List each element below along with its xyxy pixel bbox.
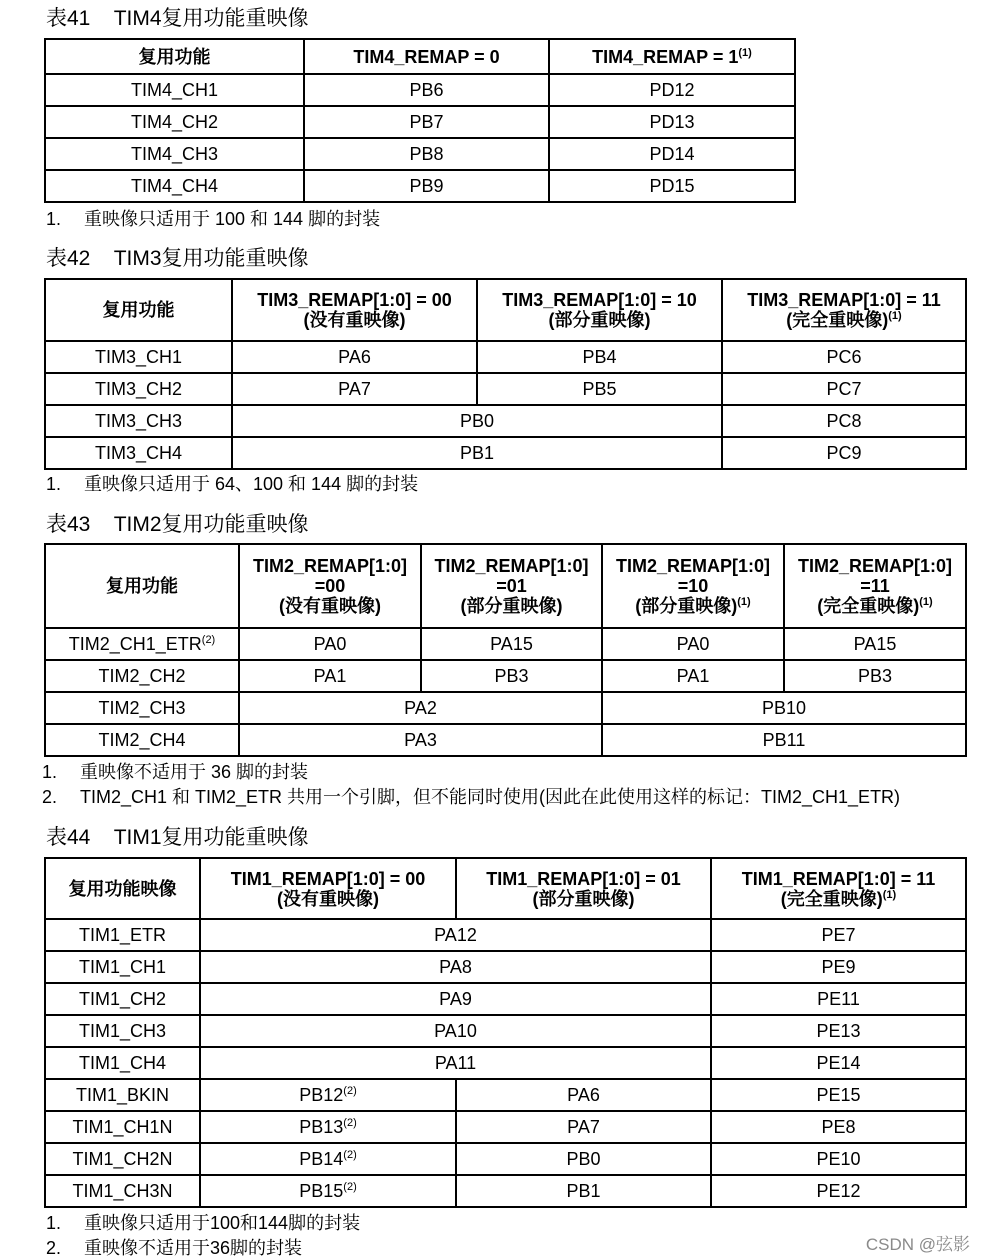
table-cell — [722, 437, 966, 469]
table-cell — [304, 74, 549, 106]
cell-text: PA8 — [439, 957, 472, 977]
table-row — [45, 1015, 966, 1047]
cell-text: TIM3_REMAP[1:0] = 00 — [257, 290, 452, 310]
table-title: 表41 TIM4复用功能重映像 — [46, 7, 309, 30]
cell-text: PB4 — [582, 347, 617, 367]
footnote-number: 1. — [46, 474, 62, 494]
table-row — [45, 341, 966, 373]
watermark: CSDN @弦影 — [865, 1235, 970, 1254]
table-cell — [200, 1143, 456, 1175]
cell-text: TIM4_CH3 — [130, 144, 219, 164]
table-row — [45, 373, 966, 405]
table-cell — [45, 724, 239, 756]
footnote-ref: (2) — [201, 634, 216, 646]
cell-text: PE8 — [821, 1117, 856, 1137]
table-cell — [239, 692, 602, 724]
cell-text: =01 — [496, 576, 527, 596]
cell-text: PB14 — [299, 1149, 344, 1169]
column-header — [304, 39, 549, 74]
footnote-number: 1. — [46, 209, 62, 229]
table-row — [45, 919, 966, 951]
table-cell — [45, 1143, 200, 1175]
table-cell — [45, 437, 232, 469]
cell-line — [46, 300, 231, 320]
cell-text: TIM3_CH1 — [94, 347, 183, 367]
table-row — [45, 1111, 966, 1143]
table-cell — [784, 628, 966, 660]
cell-text: PB13 — [299, 1117, 344, 1137]
column-header — [477, 279, 722, 341]
cell-line — [240, 596, 420, 616]
header-row — [45, 39, 795, 74]
cell-text: PC7 — [826, 379, 862, 399]
cell-text: =00 — [314, 576, 346, 596]
table-cell — [45, 692, 239, 724]
table-cell — [45, 919, 200, 951]
cell-line — [712, 869, 965, 889]
cell-text: (完全重映像) — [817, 596, 920, 616]
table-cell — [711, 983, 966, 1015]
cell-text: PB10 — [761, 698, 807, 718]
table-cell — [45, 983, 200, 1015]
cell-text: PA11 — [434, 1053, 477, 1073]
cell-text: PA6 — [338, 347, 371, 367]
cell-text: (没有重映像) — [303, 310, 406, 330]
cell-line — [46, 47, 303, 67]
table-cell — [45, 138, 304, 170]
cell-text: TIM1_CH4 — [78, 1053, 167, 1073]
table-cell — [602, 628, 784, 660]
footnote-ref: (1) — [737, 596, 751, 608]
table-cell — [711, 1079, 966, 1111]
table-cell — [45, 74, 304, 106]
cell-text: PE15 — [816, 1085, 861, 1105]
cell-line — [457, 889, 710, 909]
cell-text: (部分重映像) — [532, 888, 635, 909]
cell-text: PB3 — [857, 666, 893, 686]
cell-text: TIM1_CH3 — [78, 1021, 167, 1041]
table-row — [45, 106, 795, 138]
table-cell — [711, 919, 966, 951]
cell-text: PC6 — [826, 347, 862, 367]
cell-text: PA0 — [313, 634, 347, 654]
cell-text: PE9 — [821, 957, 856, 977]
table-cell — [711, 1047, 966, 1079]
cell-text: PA0 — [676, 634, 710, 654]
cell-line — [603, 556, 783, 576]
footnote-text: 重映像只适用于 64、100 和 144 脚的封装 — [84, 474, 419, 494]
footnote-text: 重映像只适用于100和144脚的封装 — [84, 1213, 361, 1233]
cell-text: PD14 — [649, 144, 695, 164]
table-cell — [722, 405, 966, 437]
cell-text: PA1 — [676, 666, 710, 686]
table-cell — [45, 1079, 200, 1111]
table-cell — [456, 1111, 711, 1143]
cell-text: PB9 — [409, 176, 444, 196]
footnote-ref: (2) — [343, 1085, 357, 1097]
cell-text: (部分重映像) — [548, 310, 651, 330]
footnote-number: 1. — [46, 1213, 62, 1233]
cell-line — [46, 576, 238, 596]
cell-text: PE10 — [816, 1149, 861, 1169]
cell-text: TIM2_REMAP[1:0] — [434, 556, 589, 576]
table-cell — [711, 1175, 966, 1207]
column-header — [421, 544, 602, 628]
cell-line — [723, 310, 965, 330]
table-cell — [45, 341, 232, 373]
table-cell — [45, 106, 304, 138]
column-header — [784, 544, 966, 628]
cell-text: PB8 — [409, 144, 444, 164]
cell-text: PB12 — [299, 1085, 344, 1105]
table-cell — [232, 405, 722, 437]
cell-text: PA1 — [313, 666, 347, 686]
table-cell — [711, 1143, 966, 1175]
table-cell — [45, 951, 200, 983]
table-cell — [304, 138, 549, 170]
footnote-ref: (1) — [888, 310, 902, 322]
cell-text: PA3 — [404, 730, 437, 750]
cell-line — [712, 889, 965, 909]
cell-text: PA7 — [567, 1117, 600, 1137]
table-row — [45, 1047, 966, 1079]
table-cell — [200, 1047, 711, 1079]
table-cell — [784, 660, 966, 692]
cell-text: PE13 — [816, 1021, 861, 1041]
table-cell — [711, 1111, 966, 1143]
cell-text: (完全重映像) — [786, 310, 889, 330]
cell-text: TIM4_CH1 — [130, 80, 219, 100]
table-cell — [239, 660, 421, 692]
footnote-ref: (2) — [343, 1117, 357, 1129]
cell-text: (没有重映像) — [279, 596, 381, 616]
cell-text: PE14 — [816, 1053, 861, 1073]
footnote — [46, 1234, 302, 1260]
cell-text: (部分重映像) — [460, 596, 563, 616]
cell-line — [305, 47, 548, 67]
table-cell — [45, 170, 304, 202]
footnote-text: 重映像不适用于36脚的封装 — [84, 1238, 303, 1258]
header-row — [45, 544, 966, 628]
cell-text: TIM2_CH1_ETR — [68, 634, 202, 654]
cell-text: PD13 — [649, 112, 695, 132]
cell-text: PA6 — [567, 1085, 600, 1105]
cell-text: TIM1_BKIN — [75, 1085, 170, 1105]
cell-text: TIM1_CH2N — [72, 1149, 173, 1169]
table-cell — [200, 951, 711, 983]
column-header — [45, 279, 232, 341]
cell-text: PA7 — [338, 379, 371, 399]
column-header — [711, 858, 966, 919]
cell-text: =10 — [677, 576, 709, 596]
table-cell — [45, 405, 232, 437]
cell-line — [422, 576, 601, 596]
table-title: 表44 TIM1复用功能重映像 — [46, 826, 309, 849]
cell-line — [201, 869, 455, 889]
cell-text: TIM1_REMAP[1:0] = 01 — [486, 868, 681, 889]
cell-text: PB0 — [459, 411, 495, 431]
cell-text: PE7 — [821, 925, 856, 945]
cell-text: PC9 — [826, 443, 862, 463]
table-cell — [477, 373, 722, 405]
cell-text: PB1 — [566, 1181, 601, 1201]
cell-text: TIM2_REMAP[1:0] — [252, 556, 408, 576]
cell-text: PA9 — [439, 989, 472, 1009]
cell-line — [457, 869, 710, 889]
column-header — [239, 544, 421, 628]
cell-text: TIM3_REMAP[1:0] = 11 — [747, 290, 941, 310]
cell-text: TIM4_REMAP = 1 — [592, 46, 739, 67]
cell-line — [785, 596, 965, 616]
column-header — [549, 39, 795, 74]
cell-line — [603, 596, 783, 616]
table-row — [45, 1175, 966, 1207]
footnote-ref: (1) — [738, 46, 752, 59]
table-row — [45, 405, 966, 437]
cell-line — [233, 310, 476, 330]
cell-text: PA12 — [434, 925, 477, 945]
footnote-text: 重映像不适用于 36 脚的封装 — [80, 762, 309, 782]
cell-text: TIM1_REMAP[1:0] = 11 — [741, 868, 936, 889]
cell-line — [240, 576, 420, 596]
cell-text: TIM3_CH4 — [94, 443, 183, 463]
table-cell — [304, 170, 549, 202]
cell-text: (部分重映像) — [635, 596, 738, 616]
cell-text: TIM1_ETR — [78, 925, 166, 945]
footnote-ref: (2) — [343, 1181, 357, 1193]
cell-text: TIM2_CH2 — [98, 666, 186, 686]
table-cell — [421, 628, 602, 660]
cell-text: PE11 — [817, 989, 860, 1009]
cell-text: TIM1_CH1 — [78, 957, 167, 977]
table-cell — [722, 373, 966, 405]
table-cell — [602, 660, 784, 692]
table-cell — [549, 138, 795, 170]
table-cell — [549, 106, 795, 138]
table-row — [45, 724, 966, 756]
cell-text: PA10 — [434, 1021, 477, 1041]
table-row — [45, 170, 795, 202]
table-cell — [232, 437, 722, 469]
cell-line — [46, 879, 199, 899]
cell-line — [723, 290, 965, 310]
footnote-number: 2. — [46, 1238, 62, 1258]
cell-line — [233, 290, 476, 310]
cell-text: (没有重映像) — [277, 888, 379, 909]
footnote-number: 1. — [42, 762, 58, 782]
table-cell — [549, 170, 795, 202]
table-row — [45, 138, 795, 170]
cell-text: 复用功能 — [138, 46, 211, 67]
cell-line — [478, 310, 721, 330]
footnote-ref: (1) — [882, 888, 897, 901]
footnote-ref: (1) — [919, 596, 933, 608]
table-row — [45, 951, 966, 983]
table-cell — [45, 1047, 200, 1079]
footnote-number: 2. — [42, 787, 58, 807]
table-cell — [200, 1015, 711, 1047]
table-cell — [456, 1175, 711, 1207]
column-header — [200, 858, 456, 919]
footnote — [46, 470, 418, 496]
table-cell — [239, 724, 602, 756]
table-cell — [45, 1015, 200, 1047]
cell-text: PB6 — [409, 80, 444, 100]
column-header — [602, 544, 784, 628]
header-row — [45, 279, 966, 341]
footnote — [42, 758, 308, 784]
cell-text: TIM3_CH3 — [94, 411, 183, 431]
table-cell — [200, 983, 711, 1015]
table-cell — [45, 373, 232, 405]
table-cell — [711, 1015, 966, 1047]
remap-table-0 — [44, 38, 796, 203]
table-cell — [200, 1111, 456, 1143]
cell-text: PA15 — [490, 634, 533, 654]
table-cell — [200, 1079, 456, 1111]
table-cell — [45, 660, 239, 692]
table-row — [45, 628, 966, 660]
footnote-text: TIM2_CH1 和 TIM2_ETR 共用一个引脚，但不能同时使用(因此在此使用这样的标记：TIM2_CH1_ETR) — [80, 787, 901, 807]
cell-text: TIM4_CH2 — [130, 112, 219, 132]
cell-text: PB0 — [566, 1149, 601, 1169]
cell-text: TIM2_REMAP[1:0] — [615, 556, 771, 576]
column-header — [45, 39, 304, 74]
cell-text: 复用功能 — [106, 576, 178, 596]
cell-line — [478, 290, 721, 310]
table-title: 表43 TIM2复用功能重映像 — [46, 513, 309, 536]
cell-text: PB1 — [459, 443, 495, 463]
cell-text: TIM1_CH3N — [72, 1181, 173, 1201]
cell-text: TIM2_REMAP[1:0] — [797, 556, 953, 576]
cell-text: PB11 — [762, 730, 806, 750]
table-row — [45, 983, 966, 1015]
cell-text: PA2 — [404, 698, 437, 718]
table-cell — [456, 1079, 711, 1111]
cell-text: TIM3_REMAP[1:0] = 10 — [502, 290, 697, 310]
cell-text: TIM4_CH4 — [130, 176, 219, 196]
cell-text: TIM1_CH1N — [72, 1117, 173, 1137]
remap-table-3 — [44, 857, 967, 1208]
cell-text: TIM1_CH2 — [78, 989, 167, 1009]
cell-text: PB15 — [299, 1181, 344, 1201]
column-header — [456, 858, 711, 919]
table-cell — [421, 660, 602, 692]
table-row — [45, 692, 966, 724]
cell-text: 复用功能映像 — [68, 878, 177, 899]
cell-text: TIM4_REMAP = 0 — [353, 46, 500, 67]
cell-text: PD12 — [649, 80, 695, 100]
cell-line — [240, 556, 420, 576]
cell-text: =11 — [860, 576, 890, 596]
cell-text: PB3 — [494, 666, 529, 686]
table-cell — [549, 74, 795, 106]
table-cell — [711, 951, 966, 983]
cell-text: PC8 — [826, 411, 862, 431]
table-cell — [602, 724, 966, 756]
cell-text: TIM3_CH2 — [94, 379, 183, 399]
table-row — [45, 1143, 966, 1175]
table-cell — [45, 1175, 200, 1207]
cell-text: PA15 — [853, 634, 897, 654]
cell-line — [201, 889, 455, 909]
footnote-ref: (2) — [343, 1149, 357, 1161]
cell-line — [785, 576, 965, 596]
table-cell — [45, 1111, 200, 1143]
table-cell — [722, 341, 966, 373]
footnote — [46, 205, 380, 231]
cell-line — [603, 576, 783, 596]
cell-text: PE12 — [816, 1181, 861, 1201]
table-row — [45, 74, 795, 106]
table-title: 表42 TIM3复用功能重映像 — [46, 247, 309, 270]
table-cell — [232, 341, 477, 373]
table-row — [45, 660, 966, 692]
cell-text: (完全重映像) — [780, 888, 883, 909]
header-row — [45, 858, 966, 919]
table-cell — [477, 341, 722, 373]
cell-text: PD15 — [649, 176, 695, 196]
column-header — [232, 279, 477, 341]
footnote — [46, 1209, 360, 1235]
footnote — [42, 783, 900, 809]
column-header — [45, 858, 200, 919]
cell-line — [550, 47, 794, 67]
table-row — [45, 437, 966, 469]
column-header — [722, 279, 966, 341]
cell-text: TIM2_CH4 — [98, 730, 186, 750]
table-cell — [232, 373, 477, 405]
cell-line — [422, 596, 601, 616]
cell-text: TIM1_REMAP[1:0] = 00 — [230, 868, 426, 889]
footnote-text: 重映像只适用于 100 和 144 脚的封装 — [84, 209, 381, 229]
column-header — [45, 544, 239, 628]
cell-text: PB5 — [582, 379, 617, 399]
cell-text: TIM2_CH3 — [98, 698, 186, 718]
table-cell — [239, 628, 421, 660]
remap-table-1 — [44, 278, 967, 470]
table-cell — [200, 1175, 456, 1207]
table-cell — [200, 919, 711, 951]
table-row — [45, 1079, 966, 1111]
cell-line — [785, 556, 965, 576]
table-cell — [45, 628, 239, 660]
remap-table-2 — [44, 543, 967, 757]
cell-line — [422, 556, 601, 576]
table-cell — [304, 106, 549, 138]
table-cell — [456, 1143, 711, 1175]
cell-text: 复用功能 — [102, 300, 175, 320]
cell-text: PB7 — [409, 112, 444, 132]
table-cell — [602, 692, 966, 724]
